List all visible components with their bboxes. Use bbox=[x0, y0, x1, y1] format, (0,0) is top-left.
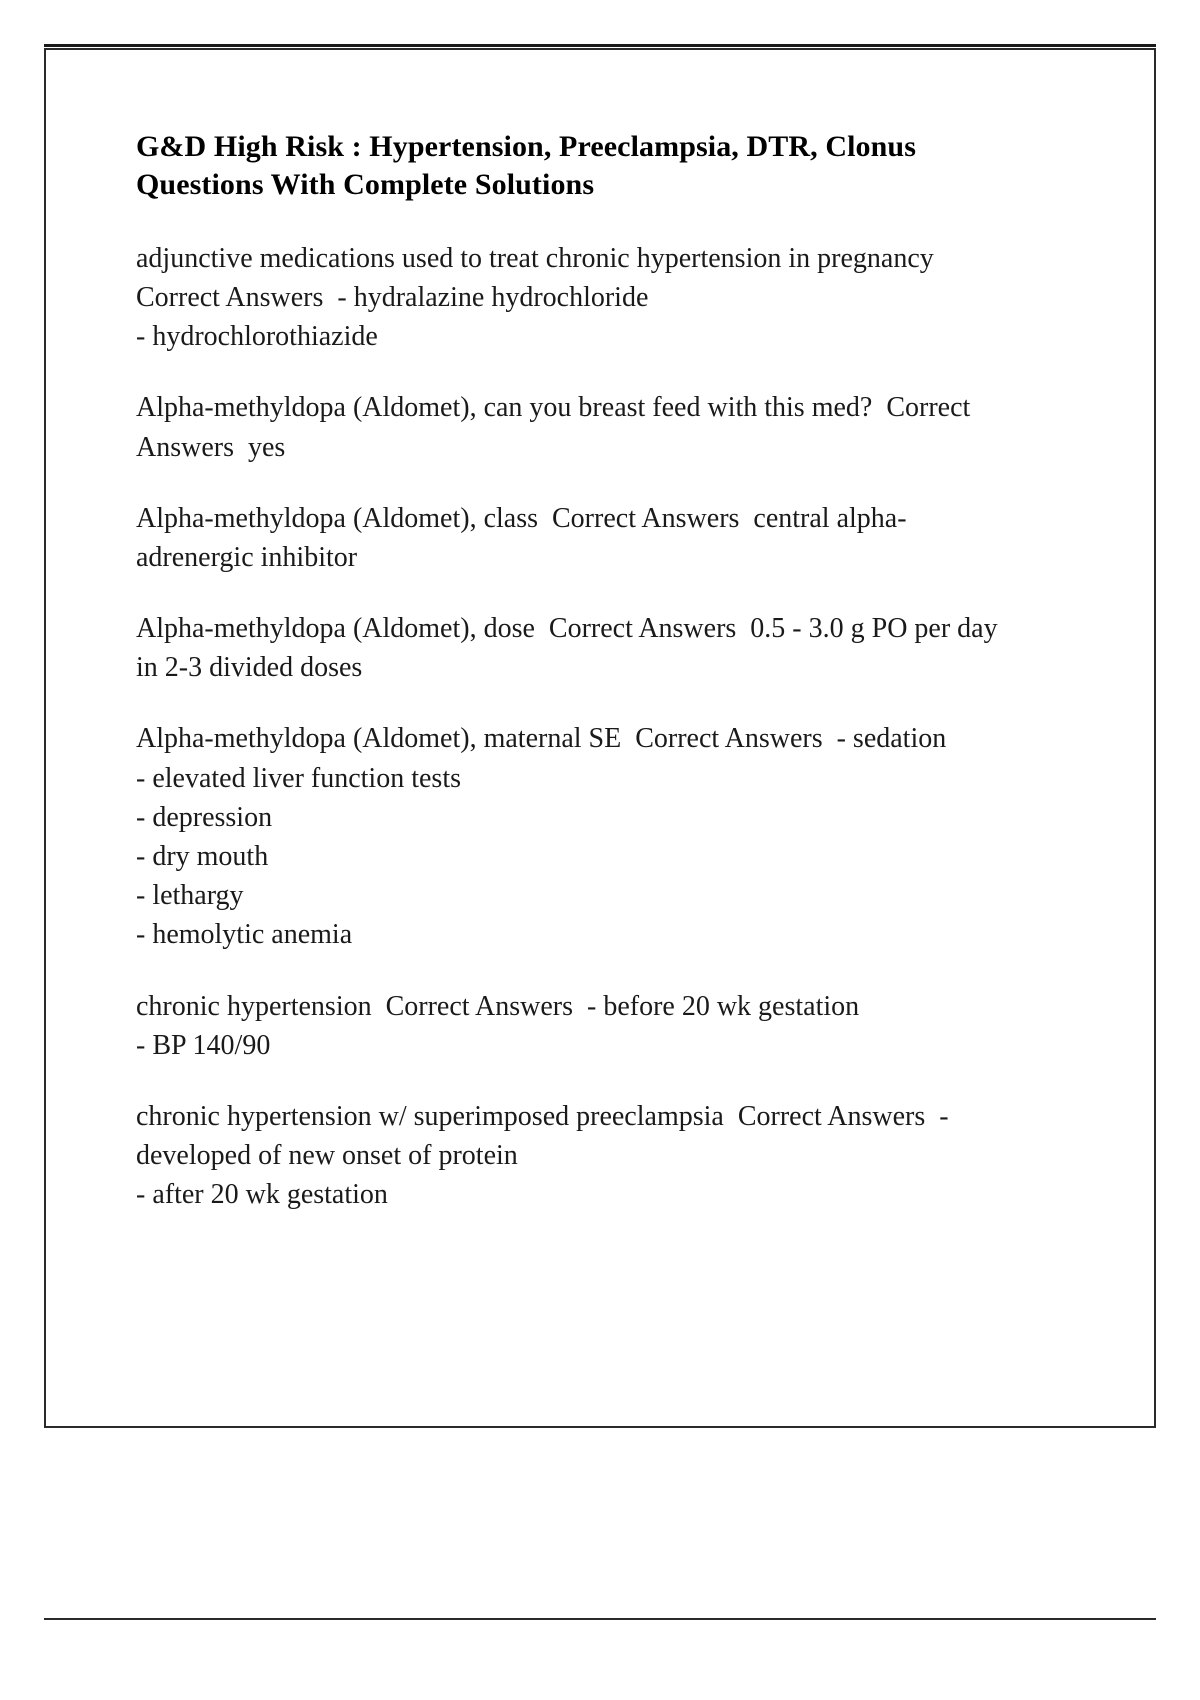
qa-line: - elevated liver function tests bbox=[136, 762, 461, 794]
qa-line: chronic hypertension Correct Answers - before 20 wk gestation bbox=[136, 990, 860, 1022]
next-page-top-rule bbox=[44, 1618, 1156, 1620]
page-frame bbox=[44, 48, 1156, 1428]
qa-block bbox=[136, 388, 1016, 466]
page-top-rule bbox=[44, 44, 1156, 47]
qa-line: - hemolytic anemia bbox=[136, 919, 353, 951]
qa-line: Alpha-methyldopa (Aldomet), can you breast feed with this med? Correct Answers yes bbox=[136, 392, 976, 463]
qa-line: - dry mouth bbox=[136, 841, 269, 873]
qa-block bbox=[136, 609, 1016, 687]
qa-line: Alpha-methyldopa (Aldomet), maternal SE Correct Answers - sedation bbox=[136, 723, 947, 755]
qa-line: - BP 140/90 bbox=[136, 1029, 271, 1061]
qa-block bbox=[136, 987, 1016, 1065]
qa-block bbox=[136, 499, 1016, 577]
qa-line: adjunctive medications used to treat chronic hypertension in pregnancy Correct Answers - hydralazine hydrochloride bbox=[136, 242, 948, 313]
qa-line: Alpha-methyldopa (Aldomet), dose Correct Answers 0.5 - 3.0 g PO per day in 2-3 divided doses bbox=[136, 613, 1005, 684]
document-body bbox=[136, 128, 1016, 1215]
qa-line: - hydrochlorothiazide bbox=[136, 321, 378, 353]
qa-line: - depression bbox=[136, 801, 273, 833]
qa-block bbox=[136, 239, 1016, 357]
qa-line: chronic hypertension w/ superimposed preeclampsia Correct Answers - developed of new onset of protein bbox=[136, 1100, 956, 1172]
qa-block-list bbox=[136, 239, 1016, 1215]
qa-line: Alpha-methyldopa (Aldomet), class Correct Answers central alpha-adrenergic inhibitor bbox=[136, 502, 907, 573]
qa-line: - lethargy bbox=[136, 880, 244, 912]
qa-block bbox=[136, 1097, 1016, 1215]
qa-line: - after 20 wk gestation bbox=[136, 1179, 388, 1211]
page-title: G&D High Risk : Hypertension, Preeclampsia, DTR, Clonus Questions With Complete Solutions bbox=[136, 130, 916, 202]
qa-block bbox=[136, 719, 1016, 954]
